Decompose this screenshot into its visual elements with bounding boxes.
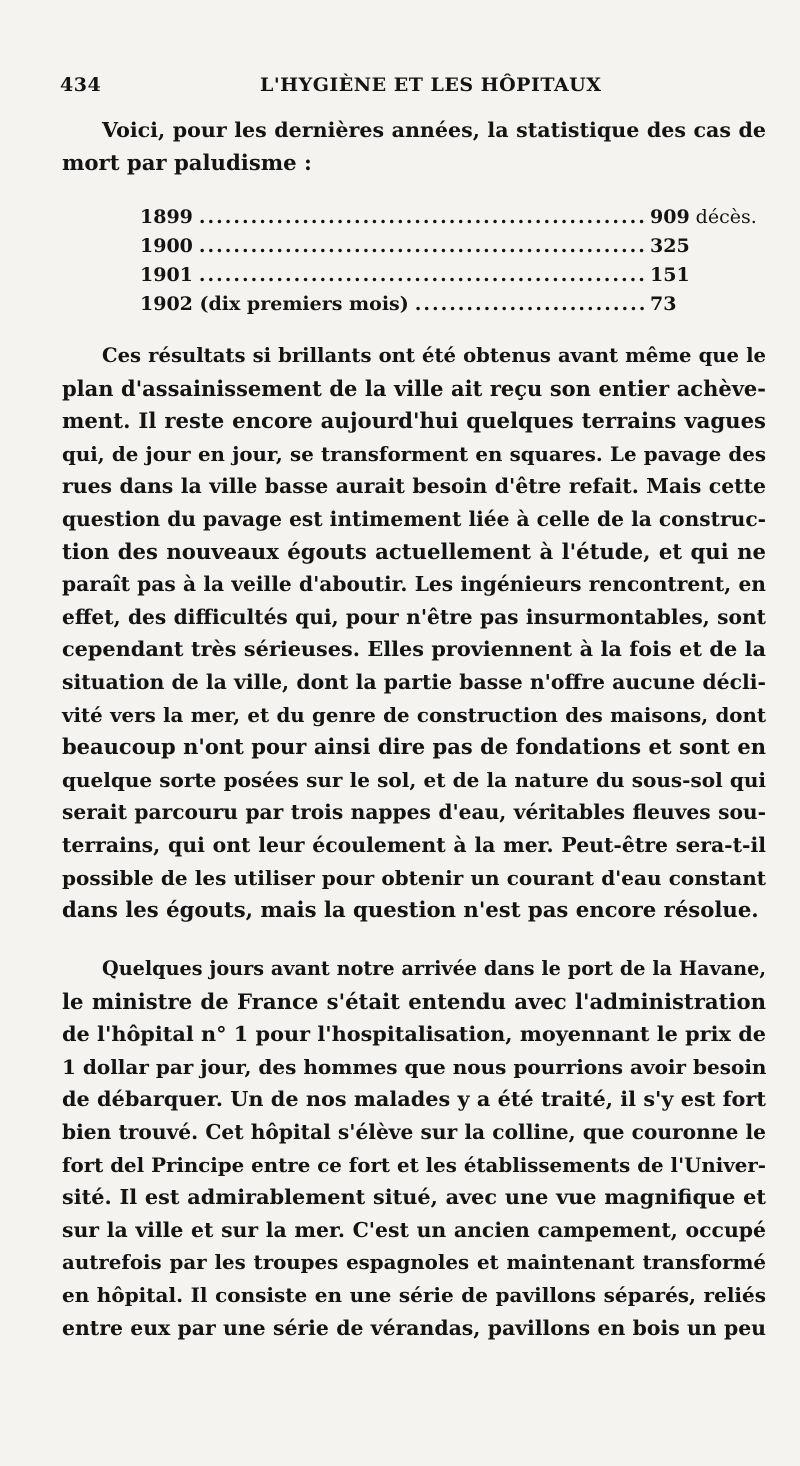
text-line: de l'hôpital n° 1 pour l'hospitalisation, moyennant le prix de (62, 1021, 766, 1047)
text-line: Ces résultats si brillants ont été obtenus avant même que le (102, 344, 766, 367)
text-line: beaucoup n'ont pour ainsi dire pas de fondations et sont en (62, 734, 766, 760)
text-line: autrefois par les troupes espagnoles et maintenant transformé (62, 1250, 766, 1275)
text-line: dans les égouts, mais la question n'est pas encore résolue. (62, 897, 759, 923)
stat-year: 1899 (140, 206, 193, 228)
body-paragraph (62, 340, 766, 927)
stat-year: 1901 (140, 264, 193, 286)
stat-row (140, 293, 760, 322)
text-line: plan d'assainissement de la ville ait reçu son entier achève- (62, 375, 766, 401)
stat-year: 1902 (dix premiers mois) (140, 293, 409, 315)
stat-value: 73 (650, 293, 677, 315)
text-line: en hôpital. Il consiste en une série de pavillons séparés, reliés (62, 1282, 766, 1307)
leader-dots (199, 235, 644, 257)
text-line: qui, de jour en jour, se transforment en squares. Le pavage des (62, 441, 766, 466)
text-line: ment. Il reste encore aujourd'hui quelques terrains vagues (62, 408, 766, 434)
leader-dots (415, 293, 644, 315)
text-line: paraît pas à la veille d'aboutir. Les ingénieurs rencontrent, en (62, 572, 766, 597)
stat-unit: décès. (695, 206, 757, 228)
text-line: cependant très sérieuses. Elles proviennent à la fois et de la (62, 636, 766, 662)
intro-paragraph (62, 114, 766, 179)
text-line: effet, des difficultés qui, pour n'être pas insurmontables, sont (62, 604, 766, 629)
text-line: rues dans la ville basse aurait besoin d'être refait. Mais cette (62, 474, 766, 499)
text-line: situation de la ville, dont la partie basse n'offre aucune décli- (62, 669, 766, 694)
page-number: 434 (60, 74, 102, 96)
text-line: possible de les utiliser pour obtenir un courant d'eau constant (62, 865, 766, 890)
stat-row (140, 206, 760, 235)
text-line: Quelques jours avant notre arrivée dans le port de la Havane, (102, 957, 766, 980)
text-line: fort del Principe entre ce fort et les établissements de l'Univer- (62, 1152, 766, 1177)
stat-value: 909 (650, 206, 690, 228)
text-line: 1 dollar par jour, des hommes que nous pourrions avoir besoin (62, 1054, 767, 1079)
text-line: vité vers la mer, et du genre de construction des maisons, dont (62, 702, 766, 727)
stat-row (140, 235, 760, 264)
text-line: serait parcouru par trois nappes d'eau, véritables fleuves sou- (62, 800, 766, 825)
stat-value: 325 (650, 235, 690, 257)
stat-value: 151 (650, 264, 690, 286)
text-line: mort par paludisme : (62, 149, 312, 175)
text-line: question du pavage est intimement liée à celle de la construc- (62, 506, 766, 531)
text-line: Voici, pour les dernières années, la statistique des cas de (102, 118, 766, 142)
text-line: sur la ville et sur la mer. C'est un ancien campement, occupé (62, 1217, 766, 1242)
stat-year: 1900 (140, 235, 193, 257)
leader-dots (199, 206, 644, 228)
leader-dots (199, 264, 644, 286)
text-line: tion des nouveaux égouts actuellement à l'étude, et qui ne (62, 538, 766, 564)
mortality-statistics (140, 206, 760, 322)
text-line: le ministre de France s'était entendu avec l'administration (62, 988, 766, 1014)
body-paragraph (62, 953, 766, 1344)
text-line: quelque sorte posées sur le sol, et de la nature du sous-sol qui (62, 767, 766, 792)
text-line: bien trouvé. Cet hôpital s'élève sur la colline, que couronne le (62, 1119, 766, 1144)
text-line: sité. Il est admirablement situé, avec une vue magnifique et (62, 1184, 766, 1210)
stat-row (140, 264, 760, 293)
running-title: L'HYGIÈNE ET LES HÔPITAUX (260, 74, 602, 96)
text-line: entre eux par une série de vérandas, pavillons en bois un peu (62, 1315, 766, 1340)
text-line: terrains, qui ont leur écoulement à la mer. Peut-être sera-t-il (62, 832, 766, 857)
text-line: de débarquer. Un de nos malades y a été traité, il s'y est fort (62, 1086, 766, 1112)
